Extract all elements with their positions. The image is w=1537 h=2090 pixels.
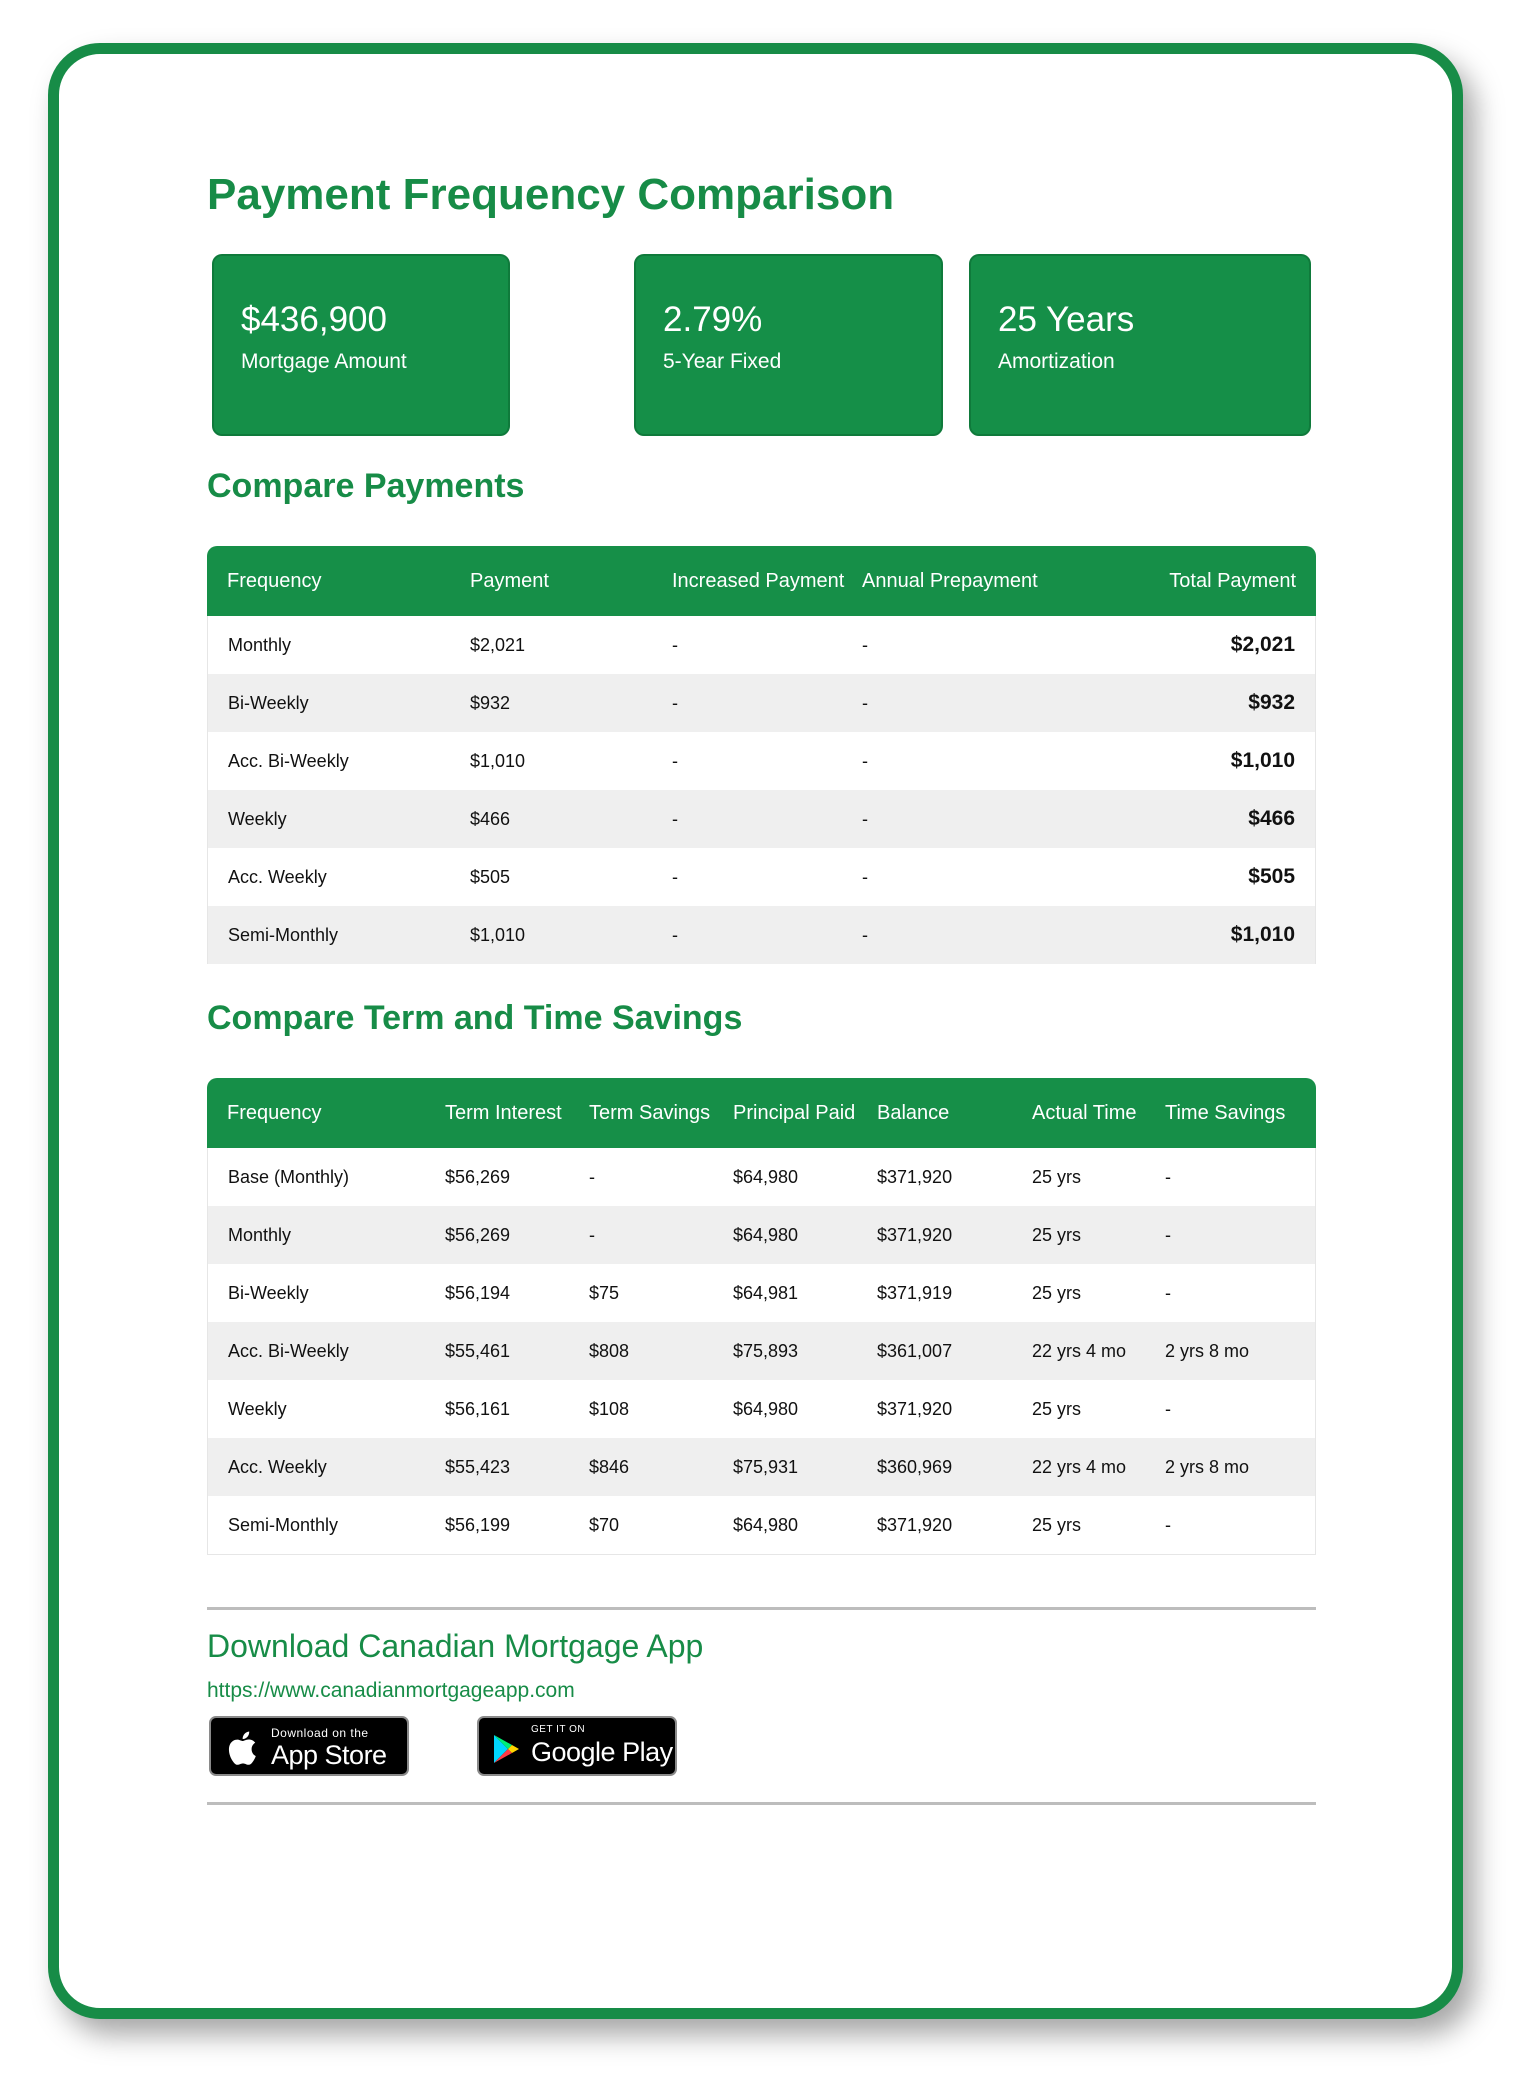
badge-big-text: Google Play: [531, 1737, 673, 1767]
table-cell: $75,931: [733, 1438, 877, 1496]
table-cell: 2 yrs 8 mo: [1165, 1322, 1316, 1380]
table-cell: -: [1165, 1148, 1316, 1206]
table-cell: $371,920: [877, 1398, 953, 1419]
apple-icon: [227, 1731, 257, 1765]
table-cell: $1,010: [1092, 732, 1316, 790]
column-header: Time Savings: [1165, 1078, 1316, 1148]
table-cell: $56,194: [445, 1282, 511, 1303]
table-cell: Semi-Monthly: [207, 1496, 445, 1555]
table-cell: $371,920: [877, 1206, 1032, 1264]
table-cell: Acc. Bi-Weekly: [207, 1322, 445, 1380]
table-row: [207, 790, 1316, 848]
table-cell: Acc. Weekly: [207, 1438, 445, 1496]
summary-stats: [207, 254, 1316, 444]
column-header: Annual Prepayment: [862, 546, 1092, 616]
section-heading-savings: Compare Term and Time Savings: [207, 999, 743, 1037]
table-cell: $55,461: [445, 1322, 589, 1380]
table-cell: $2,021: [470, 634, 526, 655]
badge-big-text: App Store: [271, 1740, 387, 1770]
stat-value: 25 Years: [998, 300, 1135, 339]
app-store-button[interactable]: [209, 1716, 409, 1776]
table-cell: -: [862, 906, 1092, 964]
download-title: Download Canadian Mortgage App: [207, 1628, 704, 1664]
table-cell: $56,269: [445, 1206, 589, 1264]
table-row: [207, 1206, 1316, 1264]
stat-value: $436,900: [241, 300, 387, 339]
table-cell: $371,920: [877, 1166, 953, 1187]
table-cell: $64,980: [733, 1166, 799, 1187]
table-cell: $505: [1092, 848, 1316, 906]
section-heading-payments: Compare Payments: [207, 467, 525, 505]
table-cell: $1,010: [470, 750, 526, 771]
stat-value: 2.79%: [663, 300, 763, 339]
table-cell: Monthly: [207, 1206, 445, 1264]
table-cell: $1,010: [470, 906, 672, 964]
store-badges: [207, 1712, 1316, 1786]
table-cell: Bi-Weekly: [207, 674, 470, 732]
table-cell: $56,161: [445, 1398, 511, 1419]
table-cell: $505: [470, 866, 511, 887]
table-header-row: [207, 1078, 1316, 1148]
column-header: Actual Time: [1032, 1078, 1165, 1148]
table-cell: Weekly: [207, 790, 470, 848]
table-cell: -: [672, 790, 862, 848]
divider: [207, 1607, 1316, 1610]
table-cell: 22 yrs 4 mo: [1032, 1438, 1165, 1496]
column-header: Frequency: [207, 546, 470, 616]
table-row: [207, 1148, 1316, 1206]
table-cell: -: [862, 866, 868, 887]
table-cell: Monthly: [207, 616, 470, 674]
table-row: [207, 1438, 1316, 1496]
savings-table: [207, 1078, 1316, 1555]
table-cell: $361,007: [877, 1322, 1032, 1380]
stat-label: 5-Year Fixed: [663, 350, 782, 373]
table-cell: 25 yrs: [1032, 1166, 1082, 1187]
table-cell: $55,423: [445, 1438, 589, 1496]
table-header-row: [207, 546, 1316, 616]
table-cell: -: [862, 790, 1092, 848]
table-cell: Bi-Weekly: [207, 1264, 445, 1322]
table-cell: $371,920: [877, 1496, 1032, 1555]
column-header: Term Interest: [445, 1078, 589, 1148]
table-cell: -: [672, 906, 862, 964]
table-cell: $371,919: [877, 1282, 953, 1303]
stat-card-mortgage-amount: [212, 254, 510, 436]
table-row: [207, 1264, 1316, 1322]
table-cell: Base (Monthly): [207, 1148, 445, 1206]
payments-table: [207, 546, 1316, 964]
page-title: Payment Frequency Comparison: [207, 170, 895, 219]
table-cell: -: [1165, 1380, 1316, 1438]
table-cell: $108: [589, 1398, 630, 1419]
table-cell: -: [1165, 1264, 1316, 1322]
table-cell: Acc. Weekly: [207, 848, 470, 906]
table-cell: Acc. Bi-Weekly: [207, 732, 470, 790]
table-row: [207, 674, 1316, 732]
column-header: Increased Payment: [672, 546, 862, 616]
column-header: Balance: [877, 1078, 1032, 1148]
table-cell: $466: [470, 790, 672, 848]
table-cell: -: [672, 674, 862, 732]
table-cell: $2,021: [1092, 616, 1316, 674]
table-cell: Weekly: [207, 1380, 445, 1438]
table-cell: $1,010: [1092, 906, 1316, 964]
google-play-button[interactable]: [477, 1716, 677, 1776]
table-cell: $64,980: [733, 1206, 877, 1264]
table-cell: $56,269: [445, 1166, 511, 1187]
table-cell: $75: [589, 1282, 620, 1303]
google-play-icon: [493, 1734, 521, 1764]
table-cell: $360,969: [877, 1438, 1032, 1496]
stat-card-rate: [634, 254, 943, 436]
table-cell: -: [1165, 1496, 1316, 1555]
download-url-link[interactable]: https://www.canadianmortgageapp.com: [207, 1679, 575, 1702]
table-cell: 25 yrs: [1032, 1398, 1082, 1419]
column-header: Payment: [470, 546, 672, 616]
column-header: Total Payment: [1092, 546, 1316, 616]
table-cell: 22 yrs 4 mo: [1032, 1322, 1165, 1380]
table-cell: -: [862, 634, 868, 655]
table-cell: $75,893: [733, 1322, 877, 1380]
table-row: [207, 1496, 1316, 1555]
stat-label: Amortization: [998, 350, 1115, 373]
table-cell: Semi-Monthly: [207, 906, 470, 964]
table-cell: -: [672, 634, 678, 655]
table-cell: -: [589, 1206, 733, 1264]
table-row: [207, 732, 1316, 790]
table-cell: -: [672, 866, 678, 887]
table-cell: 2 yrs 8 mo: [1165, 1438, 1316, 1496]
table-cell: -: [1165, 1206, 1316, 1264]
table-cell: $70: [589, 1496, 733, 1555]
table-cell: $64,981: [733, 1282, 799, 1303]
table-cell: $56,199: [445, 1496, 589, 1555]
table-cell: $64,980: [733, 1496, 877, 1555]
table-row: [207, 1322, 1316, 1380]
table-cell: $932: [1092, 674, 1316, 732]
table-row: [207, 906, 1316, 964]
table-cell: $466: [1092, 790, 1316, 848]
table-cell: 25 yrs: [1032, 1206, 1165, 1264]
column-header: Frequency: [207, 1078, 445, 1148]
table-cell: $846: [589, 1438, 733, 1496]
table-cell: -: [672, 750, 678, 771]
table-cell: -: [862, 674, 1092, 732]
stat-label: Mortgage Amount: [241, 350, 407, 373]
table-cell: 25 yrs: [1032, 1282, 1082, 1303]
table-row: [207, 1380, 1316, 1438]
divider: [207, 1802, 1316, 1805]
table-cell: 25 yrs: [1032, 1496, 1165, 1555]
table-cell: $932: [470, 674, 672, 732]
badge-small-text: GET IT ON: [531, 1724, 586, 1735]
table-cell: -: [589, 1166, 595, 1187]
report-content: [207, 160, 1316, 1805]
table-cell: -: [862, 750, 868, 771]
stat-card-amortization: [969, 254, 1311, 436]
badge-small-text: Download on the: [271, 1726, 369, 1740]
table-cell: $64,980: [733, 1398, 799, 1419]
table-cell: $808: [589, 1322, 733, 1380]
column-header: Principal Paid: [733, 1078, 877, 1148]
table-row: [207, 848, 1316, 906]
column-header: Term Savings: [589, 1078, 733, 1148]
table-row: [207, 616, 1316, 674]
